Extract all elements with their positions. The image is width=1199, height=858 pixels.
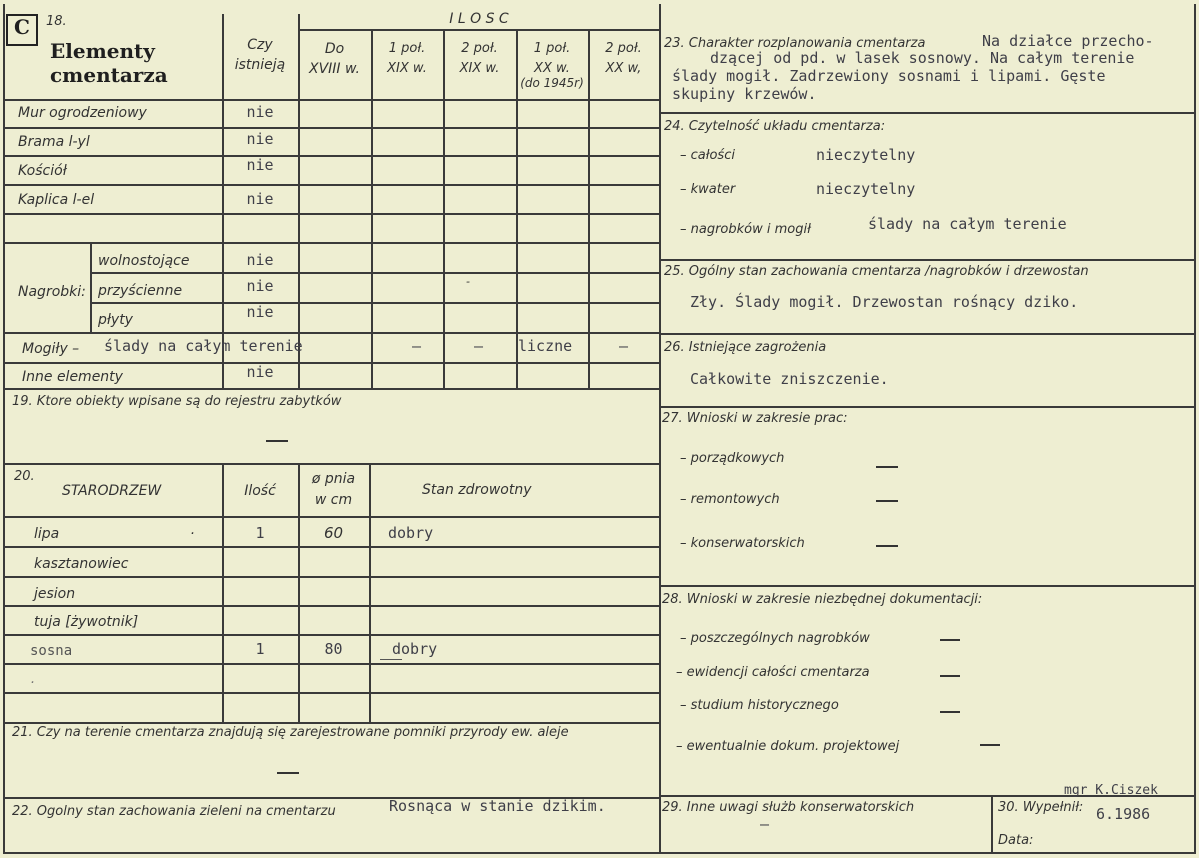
q24-label: 24. Czytelność układu cmentarza:: [664, 119, 886, 134]
tree-pien: 80: [324, 640, 343, 658]
q27-dash: [876, 545, 898, 547]
col-header-3: 2 poł.: [461, 41, 498, 56]
nagrobki-row-label: przyścienne: [98, 283, 183, 299]
line-row: [3, 155, 660, 157]
q29-value: –: [760, 815, 770, 833]
col-header-1: Do: [324, 41, 345, 57]
line-row: [3, 184, 660, 186]
q19-label: 19. Ktore obiekty wpisane są do rejestru zabytków: [12, 394, 342, 409]
line-row: [3, 663, 660, 665]
col-line: [991, 795, 993, 853]
q26-value: Całkowite zniszczenie.: [690, 370, 889, 388]
q20-number: 20.: [14, 469, 35, 484]
element-value: nie: [246, 130, 274, 148]
q30-date-label: Data:: [998, 833, 1034, 848]
czy-label-2: istnieją: [234, 57, 286, 73]
czy-label-1: Czy: [247, 37, 273, 53]
q28-row: – ewidencji całości cmentarza: [676, 665, 870, 680]
mogily-col: –: [412, 337, 422, 355]
tree-name: lipa: [34, 526, 60, 542]
q23-value-3: ślady mogił. Zadrzewiony sosnami i lipami. Gęste: [672, 67, 1106, 85]
section-number: 18.: [46, 14, 67, 29]
line-row: [3, 242, 660, 244]
line-row: [3, 332, 660, 334]
q21-label: 21. Czy na terenie cmentarza znajdują się zarejestrowane pomniki przyrody ew. aleje: [12, 725, 569, 740]
q24-row-value: nieczytelny: [816, 146, 916, 164]
q20-header-pien2: w cm: [314, 492, 353, 508]
col-header-5b: XX w,: [605, 61, 642, 76]
element-label: Kaplica l-el: [18, 192, 95, 208]
nagrobki-row-label: wolnostojące: [98, 253, 190, 269]
q30-name: mgr K.Ciszek: [1064, 783, 1158, 798]
nagrobki-row-label: płyty: [98, 312, 133, 328]
line-row: [3, 692, 660, 694]
q27-row: – porządkowych: [680, 451, 785, 466]
q28-dash: [940, 639, 960, 641]
q23-label: 23. Charakter rozplanowania cmentarza: [664, 36, 926, 51]
q28-dash: [940, 711, 960, 713]
q20-header-stan: Stan zdrowotny: [422, 482, 532, 498]
line-right: [659, 406, 1195, 408]
q27-dash: [876, 500, 898, 502]
element-label: Brama l-yl: [18, 134, 90, 150]
q23-value-2: dzącej od pd. w lasek sosnowy. Na całym terenie: [710, 49, 1135, 67]
q21-dash: [277, 772, 299, 774]
tree-mark: ·: [190, 526, 195, 542]
col-header-2: 1 poł.: [388, 41, 426, 56]
q23-value-1: Na działce przecho-: [982, 32, 1154, 50]
q24-row-value: ślady na całym terenie: [868, 215, 1067, 233]
tree-name: sosna: [30, 643, 73, 659]
col-header-3b: XIX w.: [459, 61, 500, 76]
elements-title-1: Elementy: [50, 39, 155, 63]
nagrobki-row-value: nie: [246, 303, 274, 321]
elements-title-2: cmentarza: [50, 63, 168, 87]
q28-row: – ewentualnie dokum. projektowej: [676, 739, 900, 754]
q27-row: – remontowych: [680, 492, 780, 507]
col-header-2b: XIX w.: [387, 61, 427, 76]
line-row: [3, 605, 660, 607]
col-line: [90, 242, 92, 332]
element-value: nie: [246, 156, 274, 174]
line-ilosc: [298, 29, 660, 31]
line-header-bottom: [3, 99, 660, 101]
col-header-4: 1 poł.: [533, 41, 571, 56]
col-header-4b: XX w.: [534, 61, 570, 76]
border-left: [3, 4, 5, 854]
nagrobki-row-value: nie: [246, 251, 274, 269]
element-value: nie: [246, 190, 274, 208]
q24-row-value: nieczytelny: [816, 180, 916, 198]
q20-header-ilosc: Ilość: [244, 483, 276, 499]
col-header-4c: (do 1945r): [520, 76, 584, 90]
col-line: [369, 463, 371, 722]
line-row: [3, 213, 660, 215]
col-header-5: 2 poł.: [605, 41, 642, 56]
q24-row-label: – nagrobków i mogił: [680, 222, 811, 237]
nagrobki-label: Nagrobki:: [18, 284, 86, 300]
q26-label: 26. Istniejące zagrożenia: [664, 340, 827, 355]
q20-header-pien1: ø pnia: [311, 471, 356, 487]
tree-ilosc: 1: [255, 640, 265, 658]
line-row: [3, 634, 660, 636]
q25-value: Zły. Ślady mogił. Drzewostan rośnący dziko.: [690, 293, 1079, 311]
line-row: [90, 272, 660, 274]
element-value: nie: [246, 103, 274, 121]
line-row: [3, 546, 660, 548]
line-row: [3, 516, 660, 518]
line-row: [3, 127, 660, 129]
mogily-value: ślady na całym terenie: [104, 337, 303, 355]
stray-mark: ·: [30, 675, 35, 691]
q23-value-4: skupiny krzewów.: [672, 85, 817, 103]
line-right: [659, 585, 1195, 587]
q30-label: 30. Wypełnił:: [998, 800, 1084, 815]
q27-row: – konserwatorskich: [680, 536, 805, 551]
tree-ilosc: 1: [255, 524, 265, 542]
q27-dash: [876, 466, 898, 468]
ilosc-label: I L O S C: [449, 11, 509, 27]
line-right: [659, 259, 1195, 261]
col-line: [222, 463, 224, 722]
section-letter: C: [14, 15, 30, 39]
tree-stan: dobry: [388, 524, 434, 542]
line-row: [90, 302, 660, 304]
inne-value: nie: [246, 363, 274, 381]
q28-dash: [940, 675, 960, 677]
q22-label: 22. Ogolny stan zachowania zieleni na cmentarzu: [12, 804, 336, 819]
line-row: [3, 576, 660, 578]
q30-date-value: 6.1986: [1096, 805, 1151, 823]
q28-dash: [980, 744, 1000, 746]
line-row: [3, 388, 660, 390]
col-header-1b: XVIII w.: [308, 61, 360, 77]
nagrobki-row-mark: -: [466, 275, 470, 288]
border-bottom: [3, 852, 1195, 854]
border-right: [1194, 4, 1196, 854]
mogily-col: –: [474, 337, 484, 355]
mogily-label: Mogiły –: [22, 341, 80, 357]
tree-stan: dobry: [392, 640, 438, 658]
element-label: Kościół: [18, 163, 67, 179]
q28-row: – poszczególnych nagrobków: [680, 631, 870, 646]
line-row: [3, 463, 660, 465]
q20-header-name: STARODRZEW: [62, 483, 162, 499]
divider-center: [659, 4, 661, 854]
mogily-col: –: [619, 337, 629, 355]
q28-row: – studium historycznego: [680, 698, 839, 713]
q28-label: 28. Wnioski w zakresie niezbędnej dokumentacji:: [662, 592, 983, 607]
q24-row-label: – całości: [680, 148, 735, 163]
mogily-col: liczne: [518, 337, 573, 355]
col-line: [371, 29, 373, 388]
line-row: [3, 722, 660, 724]
col-line: [443, 29, 445, 388]
tree-name: kasztanowiec: [34, 556, 129, 572]
line-right: [659, 333, 1195, 335]
q27-label: 27. Wnioski w zakresie prac:: [662, 411, 848, 426]
tree-pien: 60: [323, 524, 344, 542]
q22-value: Rosnąca w stanie dzikim.: [389, 797, 606, 815]
line-right: [659, 112, 1195, 114]
q29-label: 29. Inne uwagi służb konserwatorskich: [662, 800, 915, 815]
tree-name: jesion: [34, 586, 76, 602]
q19-dash: [266, 440, 288, 442]
inne-label: Inne elementy: [22, 369, 123, 385]
q24-row-label: – kwater: [680, 182, 736, 197]
tree-name: tuja [żywotnik]: [34, 614, 139, 630]
q25-label: 25. Ogólny stan zachowania cmentarza /nagrobków i drzewostan: [664, 264, 1089, 279]
nagrobki-row-value: nie: [246, 277, 274, 295]
col-line: [588, 29, 590, 388]
stan-underline: [380, 659, 402, 660]
element-label: Mur ogrodzeniowy: [18, 105, 147, 121]
line-row: [3, 362, 660, 364]
